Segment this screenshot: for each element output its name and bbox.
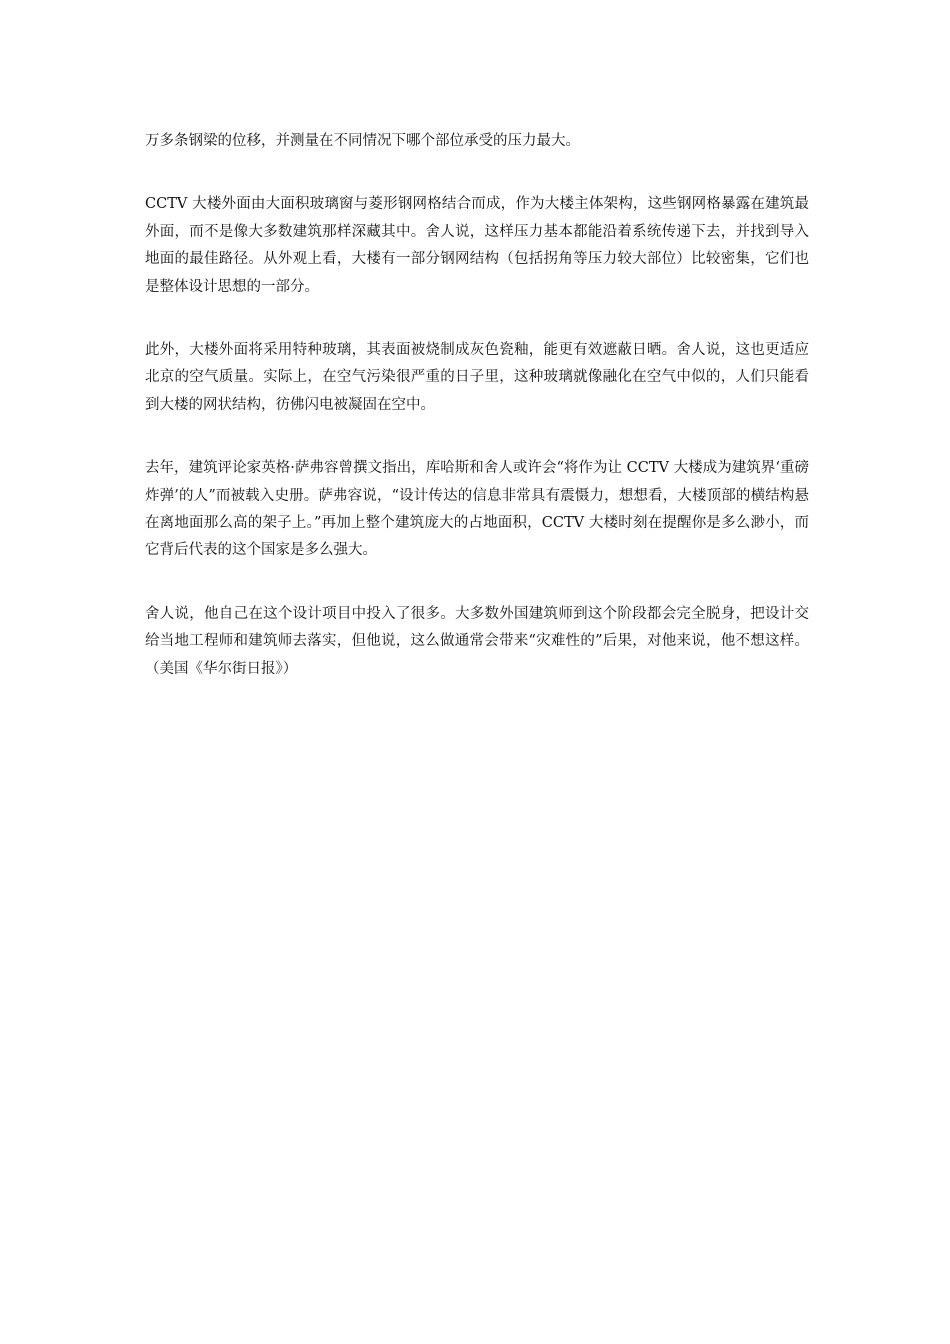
paragraph-3: 此外，大楼外面将采用特种玻璃，其表面被烧制成灰色瓷釉，能更有效遮蔽日晒。舍人说，这也更适应北京的空气质量。实际上，在空气污染很严重的日子里，这种玻璃就像融化在空气中似的，人们只能看到大楼的网状结构，彷佛闪电被凝固在空中。 bbox=[145, 342, 809, 413]
article-body bbox=[145, 128, 809, 719]
paragraph-2: CCTV 大楼外面由大面积玻璃窗与菱形钢网格结合而成，作为大楼主体架构，这些钢网格暴露在建筑最外面，而不是像大多数建筑那样深藏其中。舍人说，这样压力基本都能沿着系统传递下去，并找到导入地面的最佳路径。从外观上看，大楼有一部分钢网结构（包括拐角等压力较大部位）比较密集，它们也是整体设计思想的一部分。 bbox=[145, 196, 809, 295]
paragraph-4: 去年，建筑评论家英格·萨弗容曾撰文指出，库哈斯和舍人或许会“将作为让 CCTV 大楼成为建筑界‘重磅炸弹’的人”而被载入史册。萨弗容说，“设计传达的信息非常具有震慑力，想想看，大楼顶部的横结构悬在离地面那么高的架子上。”再加上整个建筑庞大的占地面积，CCTV 大楼时刻在提醒你是多么渺小，而它背后代表的这个国家是多么强大。 bbox=[145, 460, 809, 559]
paragraph-1: 万多条钢梁的位移，并测量在不同情况下哪个部位承受的压力最大。 bbox=[145, 133, 580, 149]
paragraph-5: 舍人说，他自己在这个设计项目中投入了很多。大多数外国建筑师到这个阶段都会完全脱身，把设计交给当地工程师和建筑师去落实，但他说，这么做通常会带来“灾难性的”后果，对他来说，他不想这样。（美国《华尔街日报》） bbox=[145, 605, 809, 677]
